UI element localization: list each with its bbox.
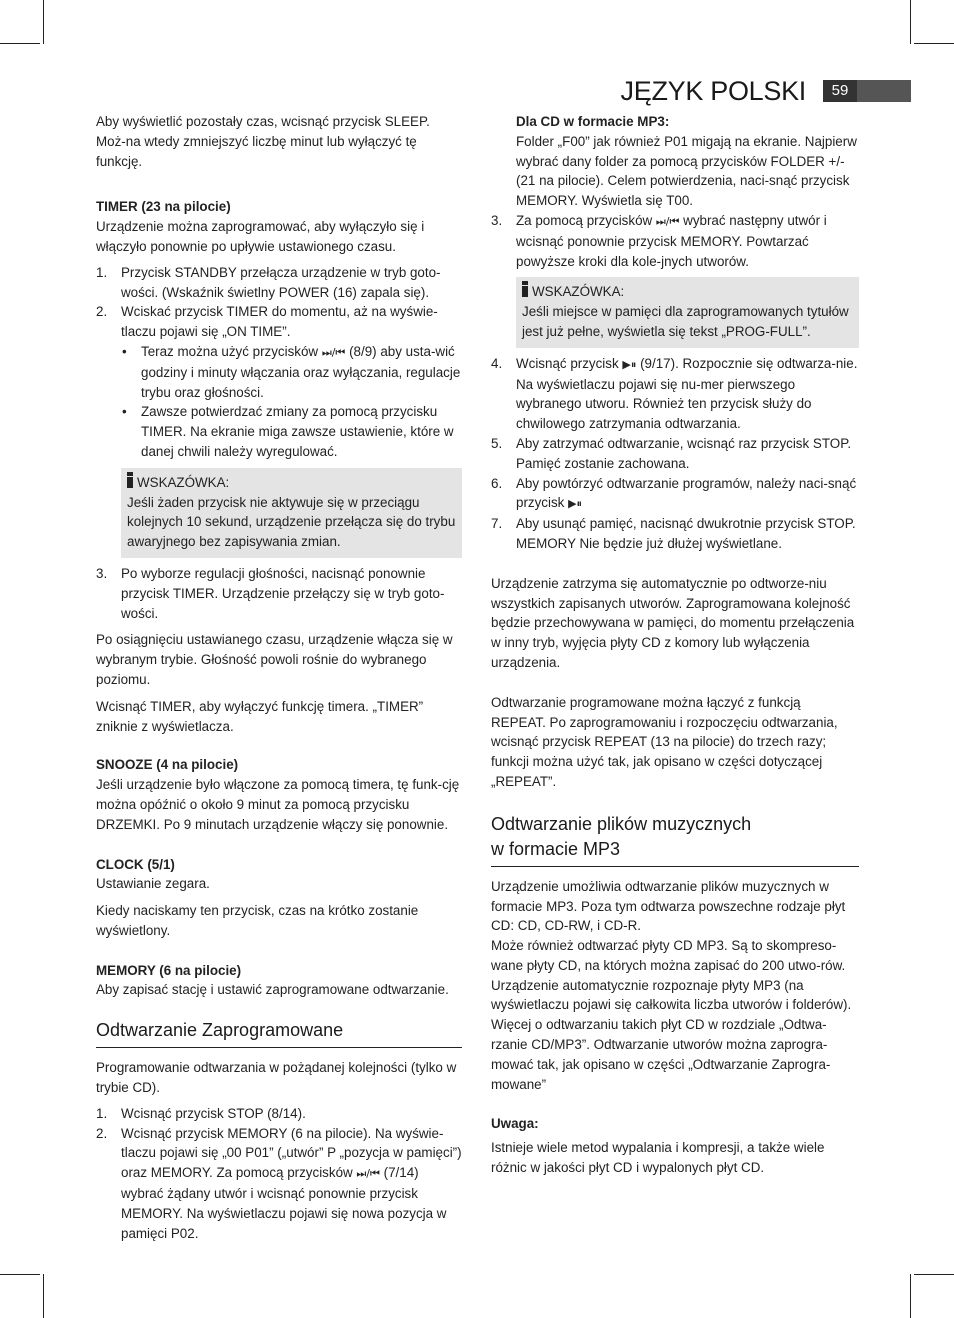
- skip-buttons-icon: ⏭/⏮: [321, 345, 346, 359]
- timer-after-2: Wcisnąć TIMER, aby wyłączyć funkcję timera. „TIMER” zniknie z wyświetlacza.: [96, 698, 424, 734]
- step-number: 2.: [96, 304, 108, 320]
- mp3-cd-block: [491, 112, 859, 211]
- note-text: Jeśli żaden przycisk nie aktywuje się w przeciągu kolejnych 10 sekund, urządzenie przełącza się do trybu awaryjnego bez zapisywania zmian.: [127, 494, 456, 550]
- auto-stop-text: Urządzenie zatrzyma się automatycznie po odtworze-niu wszystkich zapisanych utworów. Zaprogramowana kolejność będzie przechowywana w pamięci, do momentu przełączenia w inny tryb, wyjęcia płyty CD z komory lub wyłączenia urządzenia.: [491, 575, 855, 670]
- skip-buttons-icon: ⏭/⏮: [655, 214, 680, 228]
- list-item: [96, 564, 462, 623]
- step-number: 1.: [96, 264, 108, 280]
- heading-line: Odtwarzanie plików muzycznych: [491, 813, 752, 834]
- crop-mark-bottom-left-h: [0, 1274, 40, 1275]
- mp3-cd-text: Folder „F00” jak również P01 migają na ekranie. Najpierw wybrać dany folder za pomocą przycisków FOLDER +/- (21 na pilocie). Celem potwierdzenia, naci-snąć przycisk MEMORY. Wyświetla się T00.: [516, 133, 857, 209]
- step-text: Wciskać przycisk TIMER do momentu, aż na wyświe-tlaczu pojawi się „ON TIME”.: [121, 304, 438, 340]
- timer-note: [121, 468, 462, 558]
- crop-mark-top-left: [43, 0, 44, 44]
- clock-text-1: Ustawianie zegara.: [96, 876, 210, 892]
- bullet-item: • Teraz można użyć przycisków ⏭/⏮ (8/9) aby usta-wić godziny i minuty włączania oraz wyłączania, regulacje trybu oraz głośności.: [121, 342, 462, 402]
- timer-bullets: [121, 342, 462, 462]
- timer-text: Urządzenie można zaprogramować, aby wyłączyło się i włączyło ponownie po upływie ustawionego czasu.: [96, 219, 425, 254]
- heading-line: w formacie MP3: [491, 838, 621, 859]
- step-text: Wcisnąć przycisk STOP (8/14).: [121, 1105, 306, 1121]
- step-number: 4.: [491, 355, 503, 371]
- crop-mark-top-right: [910, 0, 911, 44]
- list-item: 3. Za pomocą przycisków ⏭/⏮ wybrać następny utwór i wcisnąć ponownie przycisk MEMORY. Powtarzać powyższe kroki dla kole-jnych utworów. WSKAZÓWKA: Jeśli miejsce w pamięci dla zaprogramowanych tytułów jest już pełne, wyświetla się tekst „PROG-FULL”.: [491, 211, 859, 348]
- page-language-title: JĘZYK POLSKI: [620, 76, 806, 106]
- list-item: 2. Wcisnąć przycisk MEMORY (6 na pilocie). Na wyświe-tlaczu pojawi się „00 P01” („utwór” P „pozycja w pamięci”) oraz MEMORY. Za pomocą przycisków ⏭/⏮ (7/14) wybrać żądany utwór i wcisnąć ponownie przycisk MEMORY. Na wyświetlaczu pojawi się nowa pozycja w pamięci P02.: [96, 1125, 462, 1241]
- page-number: 59: [823, 80, 857, 102]
- note-text: Jeśli miejsce w pamięci dla zaprogramowanych tytułów jest już pełne, wyświetla się tekst „PROG-FULL”.: [522, 304, 849, 339]
- snooze-heading: SNOOZE (4 na pilocie): [96, 757, 239, 773]
- step-number: 3.: [491, 212, 503, 228]
- info-icon: [522, 286, 528, 297]
- step-number: 6.: [491, 475, 503, 491]
- crop-mark-bottom-left: [43, 1274, 44, 1318]
- memory-text: Aby zapisać stację i ustawić zaprogramowane odtwarzanie.: [96, 982, 449, 998]
- step-text: Po wyborze regulacji głośności, nacisnąć ponownie przycisk TIMER. Urządzenie przełączy się w tryb goto-wości.: [121, 565, 445, 621]
- left-column: [96, 112, 462, 1243]
- note-label: WSKAZÓWKA:: [532, 284, 625, 300]
- right-column: [491, 112, 859, 1178]
- step-text: Aby zatrzymać odtwarzanie, wcisnąć raz przycisk STOP. Pamięć zostanie zachowana.: [516, 435, 852, 471]
- crop-mark-bottom-right-h: [914, 1274, 954, 1275]
- note-label: WSKAZÓWKA:: [137, 474, 230, 490]
- mp3-text-3: Więcej o odtwarzaniu takich płyt CD w rozdziale „Odtwa-rzanie CD/MP3”. Odtwarzanie utworów można zaprogra-mować tak, jak opisano w części „Odtwarzanie Zaprogra-mowane”: [491, 1017, 831, 1092]
- step-number: 2.: [96, 1125, 108, 1141]
- timer-steps: [96, 263, 462, 624]
- bullet-item: • Zawsze potwierdzać zmiany za pomocą przycisku TIMER. Na ekranie miga zawsze ustawienie, które w danej chwili należy wyregulować.: [121, 402, 462, 461]
- timer-after-1: Po osiągnięciu ustawianego czasu, urządzenie włącza się w wybranym trybie. Głośność powoli rośnie do wybranego poziomu.: [96, 632, 453, 687]
- step-number: 5.: [491, 435, 503, 451]
- memory-full-note: [516, 277, 859, 347]
- crop-mark-top-right-h: [914, 43, 954, 44]
- list-item: 6. Aby powtórzyć odtwarzanie programów, należy naci-snąć przycisk ▶⏸: [491, 475, 857, 511]
- crop-mark-bottom-right: [910, 1274, 911, 1318]
- mp3-text-2: Może również odtwarzać płyty CD MP3. Są to skompreso-wane płyty CD, na których można zapisać do 200 utwo-rów. Urządzenie automatycznie rozpoznaje płyty MP3 (na wyświetlaczu pojawi się całkowita liczba utworów i folderów).: [491, 938, 852, 1013]
- info-icon: [127, 477, 133, 488]
- snooze-text: Jeśli urządzenie było włączone za pomocą timera, tę funk-cję można opóźnić o około 9 minut za pomocą przycisku DRZEMKI. Po 9 minutach urządzenie włączy się ponownie.: [96, 777, 460, 832]
- list-item: 4. Wcisnąć przycisk ▶⏸ (9/17). Rozpocznie się odtwarza-nie. Na wyświetlaczu pojawi się nu-mer pierwszego wybranego utworu. Również ten przycisk służy do chwilowego zatrzymania odtwarzania.: [491, 355, 858, 432]
- crop-mark-top-left-h: [0, 43, 40, 44]
- list-item: [96, 263, 462, 303]
- mp3-note-text: Istnieje wiele metod wypalania i kompresji, a także wiele różnic w jakości płyt CD i wypalonych płyt CD.: [491, 1140, 825, 1176]
- memory-heading: MEMORY (6 na pilocie): [96, 962, 242, 978]
- list-item: [96, 1104, 462, 1124]
- step-text: Wcisnąć przycisk MEMORY (6 na pilocie). Na wyświe-tlaczu pojawi się „00 P01” („utwór” P „pozycja w pamięci”) oraz MEMORY. Za pomocą przycisków: [121, 1125, 462, 1181]
- step-number: 3.: [96, 565, 108, 581]
- programmed-heading: Odtwarzanie Zaprogramowane: [96, 1018, 462, 1048]
- list-item: [491, 434, 859, 474]
- play-pause-icon: ▶⏸: [568, 497, 583, 511]
- play-pause-icon: ▶⏸: [622, 357, 637, 371]
- sleep-intro: Aby wyświetlić pozostały czas, wcisnąć przycisk SLEEP. Moż-na wtedy zmniejszyć liczbę minut lub wyłączyć tę funkcję.: [96, 114, 430, 169]
- mp3-note-heading: Uwaga:: [491, 1116, 539, 1132]
- step-text: Przycisk STANDBY przełącza urządzenie w tryb goto-wości. (Wskaźnik świetlny POWER (16) zapala się).: [121, 264, 441, 300]
- step-number: 1.: [96, 1105, 108, 1121]
- skip-buttons-icon: ⏭/⏮: [356, 1167, 380, 1181]
- mp3-section-heading: [491, 812, 859, 867]
- repeat-text: Odtwarzanie programowane można łączyć z funkcją REPEAT. Po zaprogramowaniu i rozpoczęciu odtwarzania, wcisnąć przycisk REPEAT (13 na pilocie) do trzech razy; funkcji można użyć tak, jak opisano w części dotyczącej „REPEAT”.: [491, 694, 838, 789]
- mp3-text-1: Urządzenie umożliwia odtwarzanie plików muzycznych w formacie MP3. Poza tym odtwarza powszechne rodzaje płyt CD: CD, CD-RW, i CD-R.: [491, 878, 846, 934]
- page-number-box: [823, 80, 911, 102]
- step-number: 7.: [491, 516, 503, 532]
- step-text: Aby usunąć pamięć, nacisnąć dwukrotnie przycisk STOP. MEMORY Nie będzie już dłużej wyświetlane.: [516, 516, 856, 551]
- clock-text-2: Kiedy naciskamy ten przycisk, czas na krótko zostanie wyświetlony.: [96, 903, 419, 938]
- list-item: [96, 302, 462, 558]
- programmed-steps: [96, 1104, 462, 1244]
- programmed-intro: Programowanie odtwarzania w pożądanej kolejności (tylko w trybie CD).: [96, 1060, 457, 1096]
- mp3-cd-heading: Dla CD w formacie MP3:: [516, 114, 670, 129]
- programmed-steps-continued: [491, 211, 859, 554]
- timer-heading: TIMER (23 na pilocie): [96, 199, 231, 215]
- list-item: [491, 514, 859, 554]
- clock-heading: CLOCK (5/1): [96, 856, 175, 872]
